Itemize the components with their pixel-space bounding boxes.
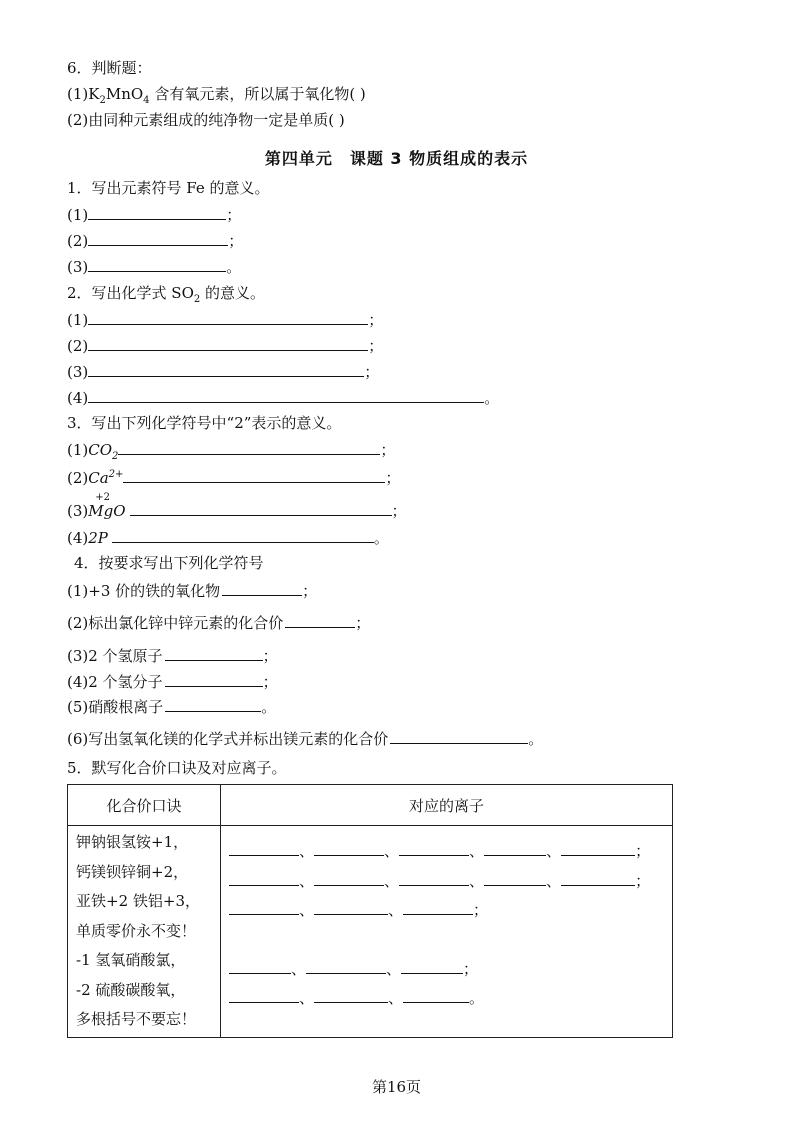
q1-item-3: (3) 。 <box>67 258 242 276</box>
rhyme-line: 多根括号不要忘！ <box>76 1010 197 1028</box>
ion-blank[interactable] <box>229 900 299 915</box>
answer-blank[interactable] <box>123 467 385 483</box>
q6-item-2: (2)由同种元素组成的纯净物一定是单质( ) <box>67 111 345 129</box>
q6-item-1: $(1)K_2MnO_4$ 含有氧元素，所以属于氧化物( ) <box>67 85 366 106</box>
q5-heading: 5．默写化合价口诀及对应离子。 <box>67 759 287 777</box>
ion-blank[interactable] <box>229 871 299 886</box>
q2-item-2: (2) ； <box>67 337 384 355</box>
ion-blank[interactable] <box>229 841 299 856</box>
q4-item-3: (3)2 个氢原子 ； <box>67 647 278 665</box>
ion-blank[interactable] <box>399 871 469 886</box>
q4-item-4: (4)2 个氢分子 ； <box>67 673 278 691</box>
section-title: 第四单元 课题 3 物质组成的表示 <box>264 149 529 168</box>
ion-blank[interactable] <box>314 988 388 1003</box>
ion-blank[interactable] <box>314 900 388 915</box>
q1-heading: 1．写出元素符号 Fe 的意义。 <box>67 179 270 197</box>
q1-item-2: (2) ； <box>67 232 244 250</box>
ion-blank[interactable] <box>306 959 386 974</box>
answer-blank[interactable] <box>165 645 263 661</box>
ion-blank[interactable] <box>314 871 384 886</box>
rhyme-line: 单质零价永不变！ <box>76 921 197 940</box>
ion-blank[interactable] <box>401 959 463 974</box>
ion-row: 、 、 ； <box>229 899 488 920</box>
answer-blank[interactable] <box>88 335 368 351</box>
q4-item-5: (5)硝酸根离子 。 <box>67 698 277 716</box>
ion-row: 、 、 、 、 ； <box>229 840 650 861</box>
q4-heading: 4．按要求写出下列化学符号 <box>74 554 264 572</box>
q3-item-2: $(2)Ca^{2+}$ ； <box>67 469 401 487</box>
q4-item-6: (6)写出氢氧化镁的化学式并标出镁元素的化合价 。 <box>67 730 544 748</box>
answer-blank[interactable] <box>88 309 368 325</box>
ion-blank[interactable] <box>229 988 299 1003</box>
q2-item-1: (1) ； <box>67 311 384 329</box>
q2-item-3: (3) ； <box>67 363 380 381</box>
answer-blank[interactable] <box>285 612 355 628</box>
answer-blank[interactable] <box>390 728 528 744</box>
answer-blank[interactable] <box>88 387 484 403</box>
valence-table <box>67 784 673 1038</box>
q6-heading: 6．判断题： <box>67 59 152 77</box>
valence-mark: +2 <box>95 492 110 503</box>
rhyme-line: 钾钠银氢铵+1， <box>76 833 189 851</box>
ion-blank[interactable] <box>561 841 635 856</box>
rhyme-line: 亚铁+2 铁铝+3， <box>76 892 200 910</box>
ion-blank[interactable] <box>561 871 635 886</box>
col-header-ions: 对应的离子 <box>221 785 673 826</box>
ion-row: 、 、 。 <box>229 987 484 1008</box>
ion-blank[interactable] <box>403 900 473 915</box>
col-header-rhyme: 化合价口诀 <box>68 785 221 826</box>
answer-blank[interactable] <box>88 361 364 377</box>
answer-blank[interactable] <box>88 204 226 220</box>
ion-blank[interactable] <box>484 871 546 886</box>
ion-blank[interactable] <box>314 841 384 856</box>
ion-row: 、 、 ； <box>229 958 478 979</box>
ion-blank[interactable] <box>229 959 291 974</box>
q4-item-2: (2)标出氯化锌中锌元素的化合价 ； <box>67 614 371 632</box>
ions-cell <box>221 826 673 1038</box>
rhyme-line: 钙镁钡锌铜+2， <box>76 862 189 881</box>
ion-blank[interactable] <box>399 841 469 856</box>
q4-item-1: (1)+3 价的铁的氧化物 ； <box>67 582 318 600</box>
q3-item-1: $(1)CO_2$ ； <box>67 441 396 462</box>
page-number: 第16页 <box>371 1078 422 1096</box>
answer-blank[interactable] <box>222 580 302 596</box>
answer-blank[interactable] <box>88 256 226 272</box>
rhyme-cell <box>68 826 221 1038</box>
answer-blank[interactable] <box>118 439 380 455</box>
ion-blank[interactable] <box>484 841 546 856</box>
answer-blank[interactable] <box>165 696 261 712</box>
q2-item-4: (4) 。 <box>67 389 500 407</box>
answer-blank[interactable] <box>88 230 228 246</box>
answer-blank[interactable] <box>130 500 392 516</box>
ion-row: 、 、 、 、 ； <box>229 870 650 891</box>
q3-item-4: (4)2P 。 <box>67 529 389 547</box>
q3-item-3: (3) +2 MgO ； <box>67 500 407 521</box>
q2-heading: 2．写出化学式 $SO_2$ 的意义。 <box>67 284 266 305</box>
ion-blank[interactable] <box>403 988 469 1003</box>
q1-item-1: (1) ； <box>67 206 242 224</box>
answer-blank[interactable] <box>165 671 263 687</box>
answer-blank[interactable] <box>112 527 374 543</box>
rhyme-line: -2 硫酸碳酸氧， <box>76 980 186 999</box>
q3-heading: 3．写出下列化学符号中“2”表示的意义。 <box>67 414 342 432</box>
rhyme-line: -1 氢氧硝酸氯， <box>76 951 186 969</box>
